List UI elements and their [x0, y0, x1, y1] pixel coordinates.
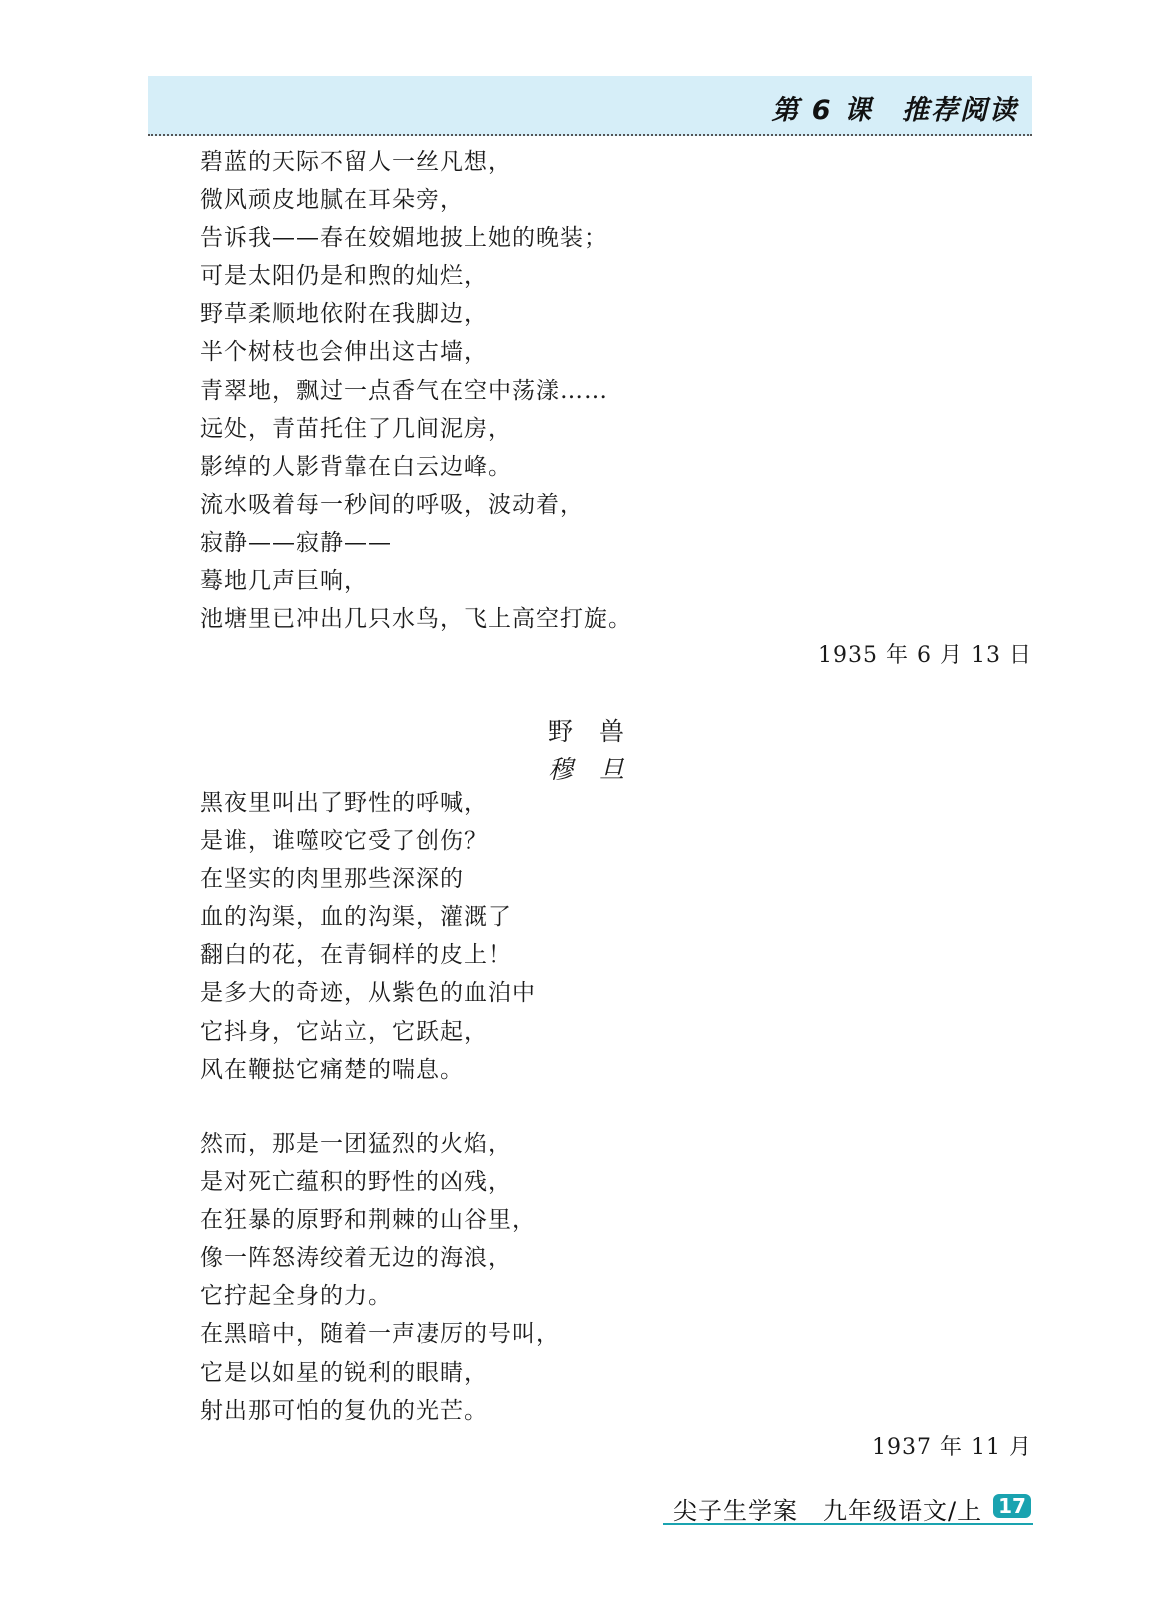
page-footer [663, 1491, 1033, 1525]
poem1-date: 1935 年 6 月 13 日 [818, 643, 1032, 668]
poem-line: 在黑暗中，随着一声凄厉的号叫， [200, 1321, 560, 1348]
poem-line: 远处，青苗托住了几间泥房， [200, 415, 512, 442]
poem-line: 碧蓝的天际不留人一丝凡想， [200, 149, 512, 175]
poem1-lines [200, 143, 632, 638]
poem2-title: 野兽 [547, 717, 650, 746]
poem2-date: 1937 年 11 月 [872, 1435, 1032, 1460]
poem2-author: 穆旦 [547, 755, 650, 784]
poem-line: 然而，那是一团猛烈的火焰， [200, 1131, 512, 1157]
lesson-title: 第 6 课 推荐阅读 [771, 95, 1018, 126]
poem-line: 是对死亡蕴积的野性的凶残， [200, 1169, 512, 1196]
poem-line: 野草柔顺地依附在我脚边， [200, 301, 488, 328]
poem-line: 血的沟渠，血的沟渠，灌溉了 [200, 904, 512, 931]
poem-line: 它拧起全身的力。 [200, 1283, 392, 1310]
poem-line: 翻白的花，在青铜样的皮上！ [200, 942, 512, 969]
poem-line: 流水吸着每一秒间的呼吸，波动着， [200, 491, 584, 518]
page-number-badge: 17 [993, 1494, 1031, 1518]
poem-line: 蓦地几声巨响， [200, 568, 368, 595]
poem-line: 告诉我——春在姣媚地披上她的晚装； [200, 225, 608, 252]
poem-line: 像一阵怒涛绞着无边的海浪， [200, 1245, 512, 1272]
poem-line: 是多大的奇迹，从紫色的血泊中 [200, 980, 536, 1007]
poem-line: 可是太阳仍是和煦的灿烂， [200, 263, 488, 290]
footer-book-title: 尖子生学案 九年级语文/上 [673, 1497, 983, 1525]
header-band [148, 76, 1032, 136]
poem-line: 它抖身，它站立，它跃起， [200, 1018, 488, 1045]
poem-line: 风在鞭挞它痛楚的喘息。 [200, 1056, 464, 1083]
poem-line: 是谁，谁噬咬它受了创伤？ [200, 828, 488, 855]
poem-line: 在狂暴的原野和荆棘的山谷里， [200, 1207, 536, 1234]
poem-line: 影绰的人影背靠在白云边峰。 [200, 453, 512, 480]
poem-line: 寂静——寂静—— [200, 529, 392, 556]
poem-line: 微风顽皮地腻在耳朵旁， [200, 187, 464, 214]
poem-line: 半个树枝也会伸出这古墙， [200, 339, 488, 366]
poem-line: 池塘里已冲出几只水鸟，飞上高空打旋。 [200, 606, 632, 633]
poem-line: 射出那可怕的复仇的光芒。 [200, 1397, 488, 1424]
poem-line: 在坚实的肉里那些深深的 [200, 866, 464, 893]
poem-line: 黑夜里叫出了野性的呼喊， [200, 790, 488, 816]
poem-line: 它是以如星的锐利的眼睛， [200, 1359, 488, 1386]
poem-line: 青翠地，飘过一点香气在空中荡漾…… [200, 377, 608, 404]
poem2-stanza2 [200, 1125, 560, 1430]
poem2-stanza1 [200, 784, 536, 1089]
